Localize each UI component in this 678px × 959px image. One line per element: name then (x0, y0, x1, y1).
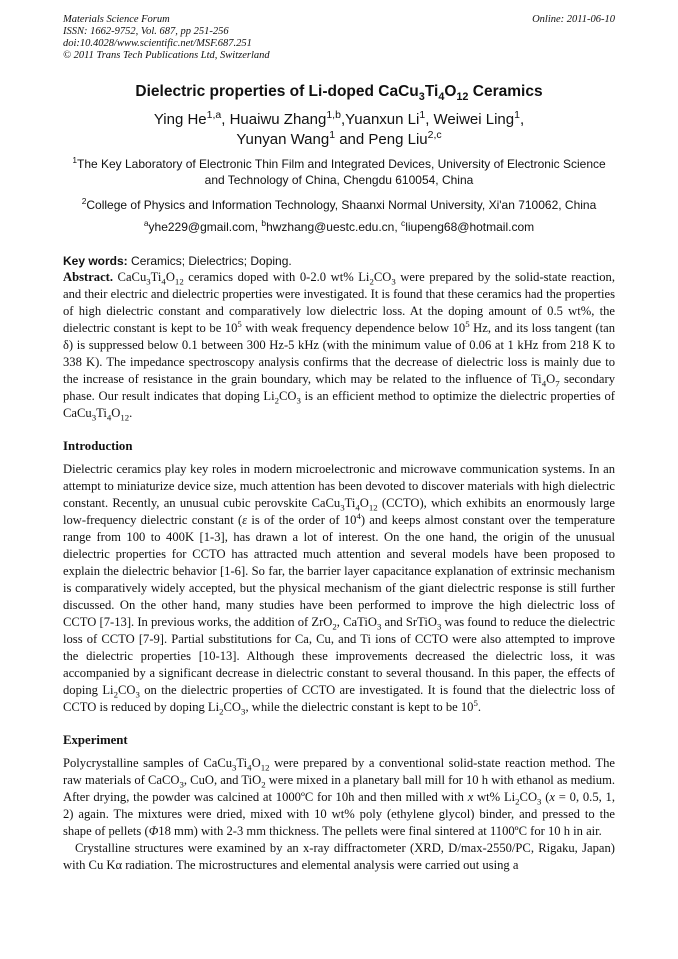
paper-page (63, 14, 615, 874)
paper-title: Dielectric properties of Li-doped $CaCu_3Ti_4O_{12}$ Ceramics (135, 83, 543, 104)
abstract-paragraph: Abstract. $CaCu_3Ti_4O_{12}$ ceramics doped with 0-2.0 wt% $Li_2CO_3$ were prepared by the solid-state reaction, and their electric and dielectric properties were investigated. It is found that these ceramics had the properties of high dielectric constant and comparatively low dielectric loss. At the doping amount of 0.5 wt%, the dielectric constant is kept to be $10^5$ with weak frequency dependence below $10^5$ Hz, and its loss tangent (tan δ) is suppressed below 0.1 between 300 Hz-5 kHz (with the minimum value of 0.06 at 1 kHz from 218 K to 338 K). The impedance spectroscopy analysis confirms that the decrease of dielectric loss is mainly due to the increase of resistance in the grain boundary, which may be related to the influence of $Ti_4O_7$ secondary phase. Our result indicates that doping $Li_2CO_3$ is an efficient method to optimize the dielectric properties of $CaCu_3Ti_4O_{12}$. (63, 270, 615, 423)
copyright-line: © 2011 Trans Tech Publications Ltd, Switzerland (63, 50, 270, 61)
introduction-paragraph: Dielectric ceramics play key roles in modern microelectronic and microwave communication systems. In an attempt to miniaturize device size, much attention has been devoted to discover materials with high dielectric constant. Recently, an unusual cubic perovskite $CaCu_3Ti_4O_{12}$ (CCTO), which exhibits an enormously large low-frequency dielectric constant (ε is of the order of $10^4$) and keeps almost constant over the temperature range from 100 to 400K [1-3], has drawn a lot of interest. On the one hand, the origin of the unusual dielectric properties for CCTO has attracted much attention and several models have been proposed to explain the dielectric behavior [1-6]. So far, the barrier layer capacitance explanation of extrinsic mechanism is comparatively widely accepted, but the physical mechanism of the giant dielectric response is still further discussed. On the other hand, many studies have been performed to improve the high dielectric loss of CCTO [7-13]. In previous works, the addition of ZrO$_2$, CaTiO$_3$ and SrTiO$_3$ was found to reduce the dielectric loss of CCTO [7-9]. Partial substitutions for Ca, Cu, and Ti ions of CCTO were also attempted to improve the dielectric properties [10-13]. Although these improvements decreased the dielectric loss, it was accompanied by a significant decrease in dielectric constant to several thousand. In this paper, the effects of doping $Li_2CO_3$ on the dielectric properties of CCTO are investigated. It is found that the dielectric loss of CCTO is reduced by doping $Li_2CO_3$, while the dielectric constant is kept to be $10^5$. (63, 462, 615, 717)
journal-name: Materials Science Forum (63, 14, 170, 25)
experiment-paragraph-1: Polycrystalline samples of $CaCu_3Ti_4O_{12}$ were prepared by a conventional solid-state reaction method. The raw materials of CaCO$_3$, CuO, and TiO$_2$ were mixed in a planetary ball mill for 10 h with ethanol as medium. After drying, the powder was calcined at 1000ºC for 10h and then milled with x wt% $Li_2CO_3$ (x = 0, 0.5, 1, 2) again. The mixtures were dried, mixed with 10 wt% poly (ethylene glycol) binder, and pressed to the shape of pellets (Φ18 mm) with 2-3 mm thickness. The pellets were final sintered at 1100ºC for 10 h in air. (63, 756, 616, 838)
experiment-paragraph-2: Crystalline structures were examined by an x-ray diffractometer (XRD, D/max-2550/PC, Rigaku, Japan) with Cu Kα radiation. The microstructures and elemental analysis were carried out using a (63, 841, 615, 872)
online-date: Online: 2011-06-10 (532, 14, 615, 25)
keywords: Key words: Ceramics; Dielectrics; Doping. (63, 254, 292, 268)
affiliation-2: $^2$College of Physics and Information Technology, Shaanxi Normal University, Xi'an 710062, China (81, 196, 597, 212)
experiment-heading: Experiment (63, 733, 128, 747)
journal-header (63, 14, 615, 62)
doi-line: doi:10.4028/www.scientific.net/MSF.687.251 (63, 38, 252, 49)
author-list: Ying He$^{1,a}$, Huaiwu Zhang$^{1,b}$,Yuanxun Li$^1$, Weiwei Ling$^1$, Yunyan Wang$^1$ and Peng Liu$^{2,c}$ (153, 109, 525, 148)
introduction-heading: Introduction (63, 439, 133, 453)
affiliation-1: $^1$The Key Laboratory of Electronic Thin Film and Integrated Devices, University of Electronic Science and Technology of China, Chengdu 610054, China (72, 155, 606, 187)
author-emails: $^a$yhe229@gmail.com, $^b$hwzhang@uestc.edu.cn, $^c$liupeng68@hotmail.com (143, 218, 535, 234)
issn-line: ISSN: 1662-9752, Vol. 687, pp 251-256 (63, 26, 229, 37)
